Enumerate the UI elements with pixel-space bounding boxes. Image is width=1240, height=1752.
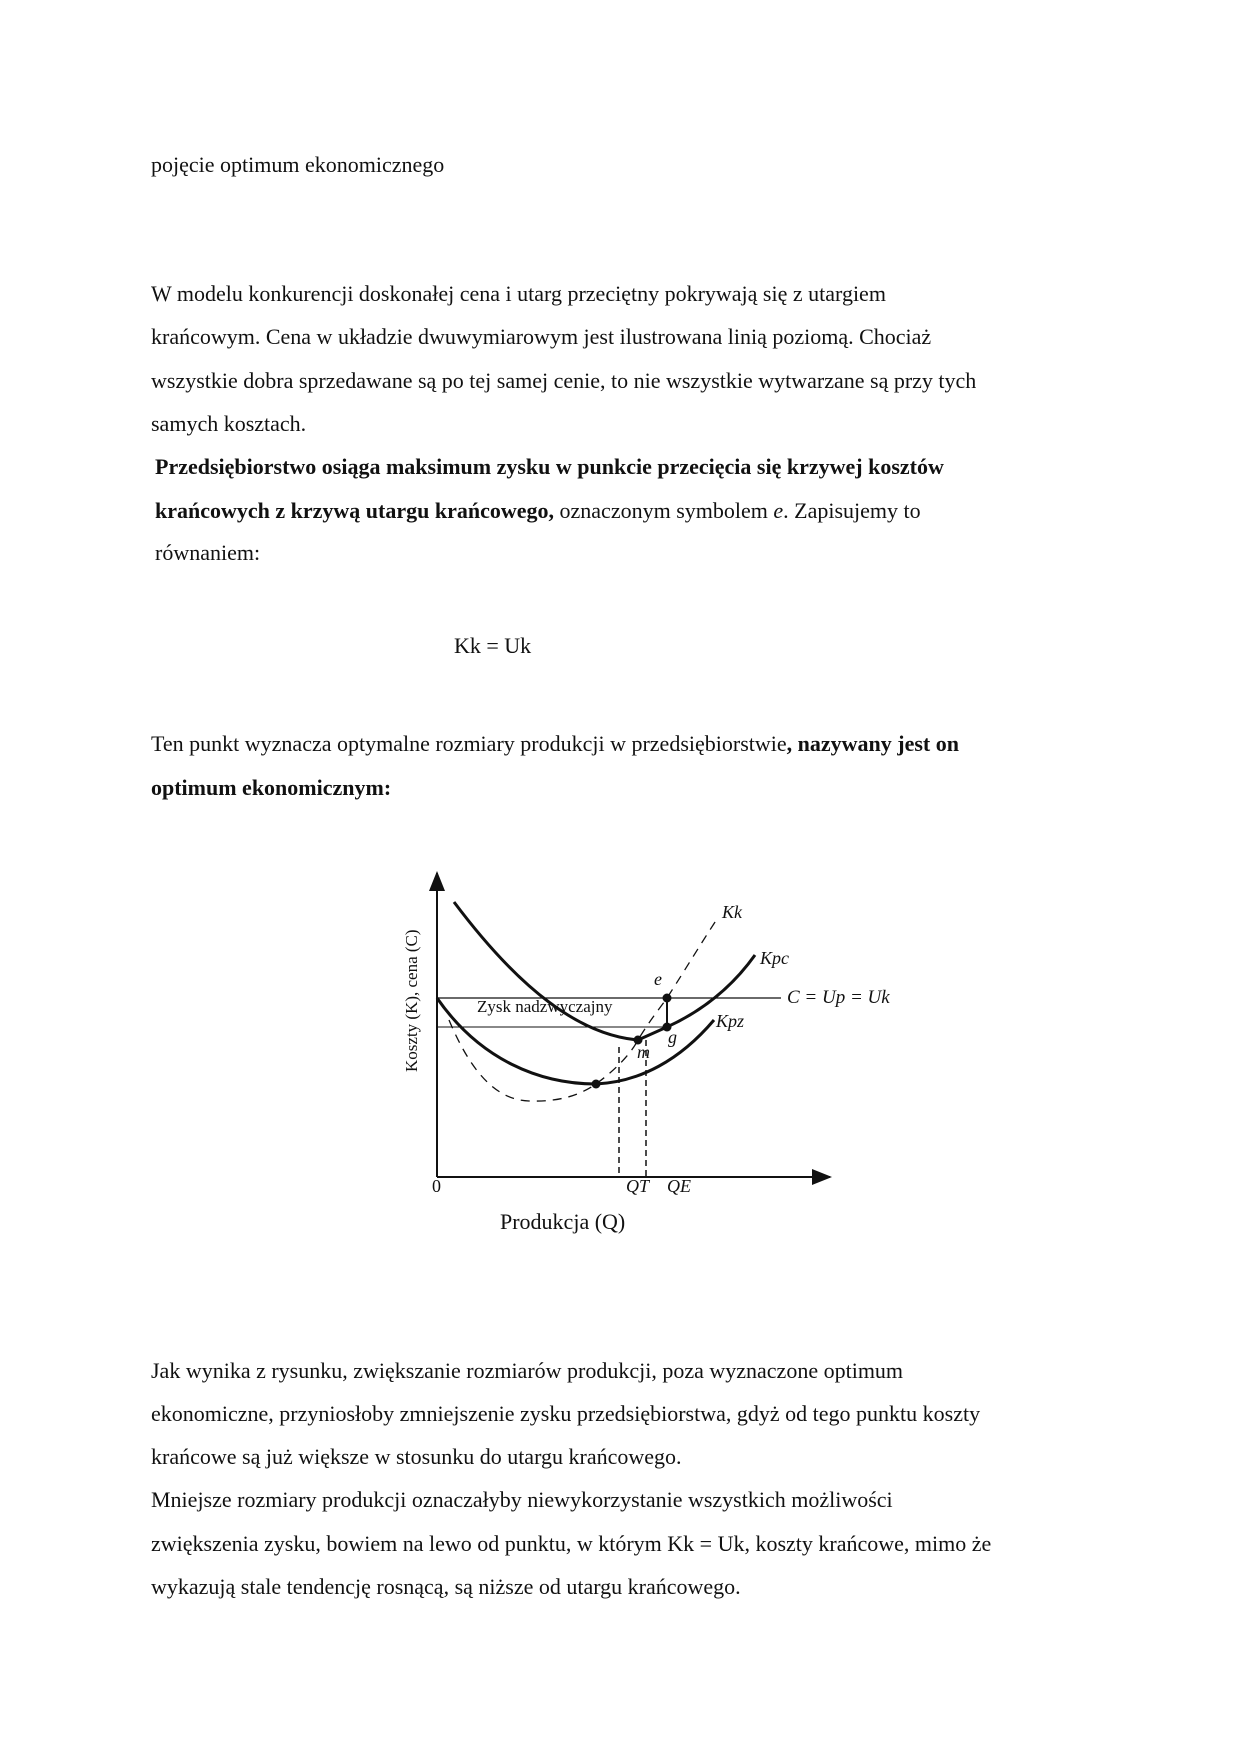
origin-label: 0: [432, 1176, 441, 1196]
paragraph-line: krańcowym. Cena w układzie dwuwymiarowym jest ilustrowana linią poziomą. Chociaż: [151, 324, 932, 349]
area-label: Zysk nadzwyczajny: [477, 997, 613, 1016]
paragraph-line: ekonomiczne, przyniosłoby zmniejszenie zysku przedsiębiorstwa, gdyż od tego punktu koszty: [151, 1401, 981, 1426]
equation: Kk = Uk: [454, 633, 532, 658]
point-g-label: g: [668, 1027, 677, 1047]
paragraph-line: wykazują stale tendencję rosnącą, są niższe od utargu krańcowego.: [151, 1574, 741, 1599]
qe-label: QE: [667, 1176, 691, 1196]
paragraph-line: samych kosztach.: [151, 411, 307, 436]
point-kpz-min: [592, 1080, 601, 1089]
point-e: [663, 994, 672, 1003]
bold-text: krańcowych z krzywą utargu krańcowego,: [155, 498, 555, 523]
text: Ten punkt: [151, 731, 240, 756]
paragraph-line: wszystkie dobra sprzedawane są po tej samej cenie, to nie wszystkie wytwarzane są przy tych: [151, 368, 977, 393]
price-line-label: C = Up = Uk: [787, 987, 890, 1008]
kpc-label: Kpc: [760, 948, 789, 968]
symbol-e: e: [773, 498, 784, 523]
paragraph-line-bold: Przedsiębiorstwo osiąga maksimum zysku w punkcie przecięcia się krzywej kosztów: [155, 454, 944, 479]
paragraph-line: zwiększenia zysku, bowiem na lewo od punktu, w którym Kk = Uk, koszty krańcowe, mimo że: [151, 1531, 992, 1556]
paragraph-line: W modelu konkurencji doskonałej cena i utarg przeciętny pokrywają się z utargiem: [151, 281, 886, 306]
text: wyznacza optymalne rozmiary produkcji w przedsiębiorstwie: [239, 731, 787, 756]
text: oznaczonym symbolem: [554, 498, 774, 523]
kpz-label: Kpz: [716, 1011, 745, 1031]
kk-label: Kk: [722, 902, 742, 922]
paragraph-line: równaniem:: [155, 540, 261, 565]
point-m-label: m: [637, 1042, 650, 1062]
x-axis-label: Produkcja (Q): [500, 1209, 626, 1234]
y-axis-label: Koszty (K), cena (C): [402, 929, 421, 1072]
point-e-label: e: [654, 969, 662, 989]
paragraph-line: krańcowe są już większe w stosunku do utargu krańcowego.: [151, 1444, 682, 1469]
text: . Zapisujemy to: [783, 498, 921, 523]
qt-label: QT: [626, 1176, 650, 1196]
text: , nazywany jest on: [786, 731, 959, 756]
kpc-curve: [454, 902, 755, 1040]
paragraph-line-bold: optimum ekonomicznym:: [151, 775, 392, 800]
paragraph-line: Jak wynika z rysunku, zwiększanie rozmiarów produkcji, poza wyznaczone optimum: [151, 1358, 904, 1383]
paragraph-line: Mniejsze rozmiary produkcji oznaczałyby niewykorzystanie wszystkich możliwości: [151, 1487, 893, 1512]
document-title: pojęcie optimum ekonomicznego: [151, 152, 445, 177]
